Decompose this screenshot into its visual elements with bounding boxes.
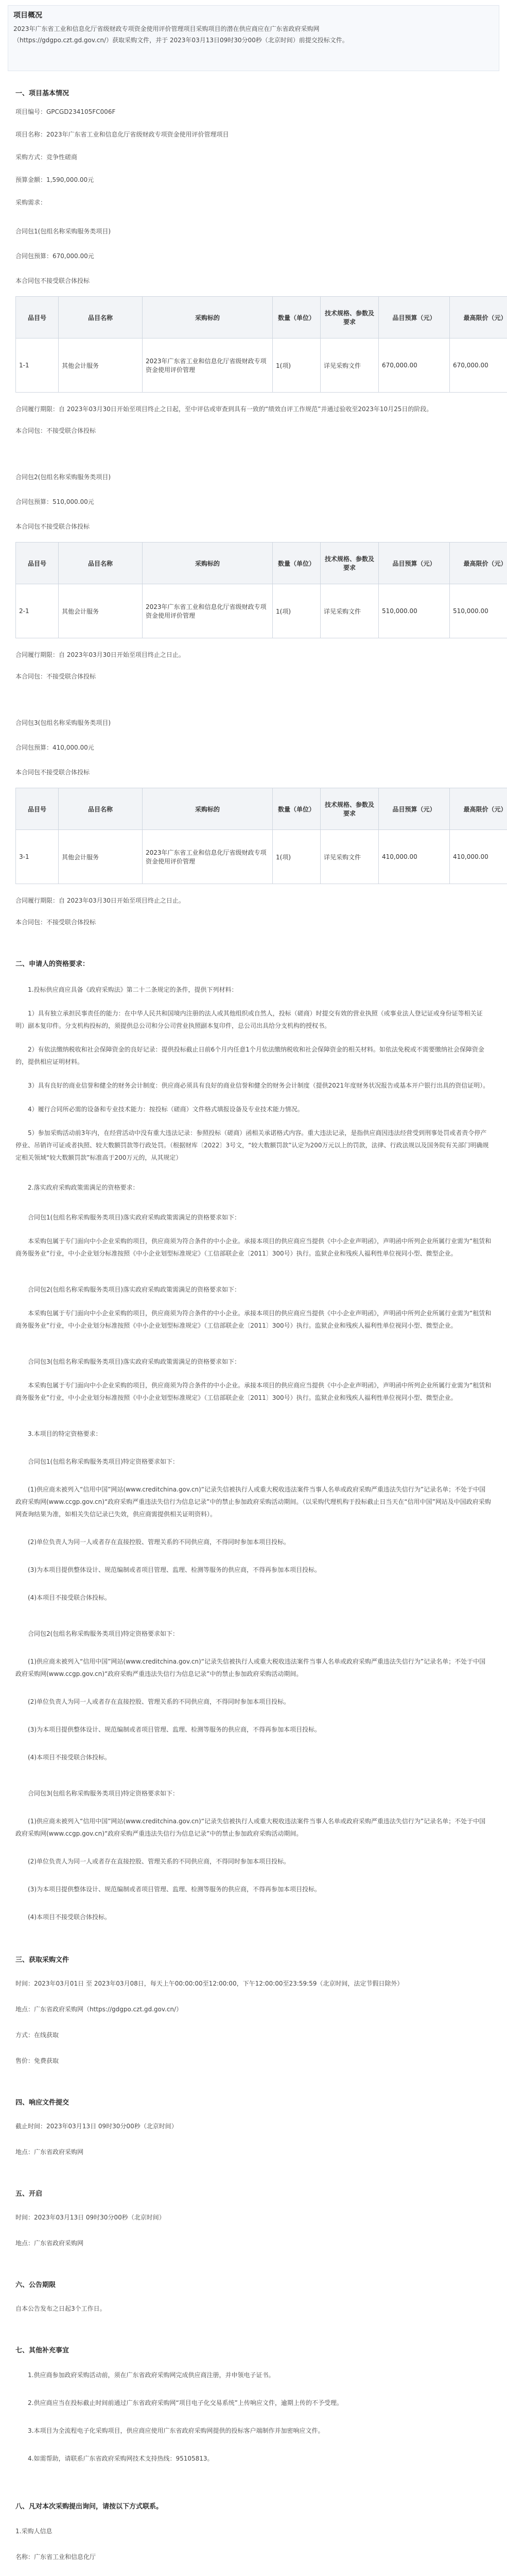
package-3-note2: 本合同包：不接受联合体投标 xyxy=(15,919,96,926)
project-number: 项目编号：GPCGD234105FC006F xyxy=(15,108,116,115)
package-2-note2: 本合同包：不接受联合体投标 xyxy=(15,673,96,680)
qualification-item: (4)本项目不接受联合体投标。 xyxy=(28,1594,111,1601)
qualification-item: (3)为本项目提供整体设计、规范编制或者项目管理、监理、检测等服务的供应商，不得再参加本项目投标。 xyxy=(28,1886,321,1893)
open-place: 地点：广东省政府采购网 xyxy=(15,2240,84,2247)
col-pkg-name: 品目名称 xyxy=(59,543,143,584)
qualification-item: 合同包2(包组名称采购服务类项目)特定资格要求如下： xyxy=(28,1630,179,1637)
open-time: 时间：2023年03月13日 09时30分00秒（北京时间） xyxy=(15,2214,165,2221)
obtain-time: 时间：2023年03月01日 至 2023年03月08日，每天上午00:00:00至12:00:00，下午12:00:00至23:59:59（北京时间，法定节假日除外） xyxy=(15,1980,404,1987)
col-max-price: 最高限价（元） xyxy=(450,297,507,338)
package-3-label: 合同包3(包组名称采购服务类项目) xyxy=(15,719,111,726)
notice-period: 自本公告发布之日起3个工作日。 xyxy=(15,2305,106,2312)
qualification-item: 4）履行合同所必需的设备和专业技术能力：按投标（磋商）文件格式填报设备及专业技术能力情况。 xyxy=(28,1106,304,1113)
cell-spec: 详见采购文件 xyxy=(321,338,379,393)
qualification-item: 2.落实政府采购政策需满足的资格要求： xyxy=(28,1184,139,1191)
package-3-note1: 合同履行期限：自 2023年03月30日开始至项目终止之日止。 xyxy=(15,897,185,904)
cell-qty: 1(项) xyxy=(273,584,321,638)
supplement-item: 4.如需帮助，请联系广东省政府采购网技术支持热线：95105813。 xyxy=(28,2455,214,2462)
section-5-title: 五、开启 xyxy=(15,2190,43,2198)
qualification-item: (2)单位负责人为同一人或者存在直接控股、管理关系的不同供应商，不得同时参加本项目投标。 xyxy=(28,1538,290,1546)
table-row xyxy=(16,830,507,884)
col-price-cap: 品目预算（元） xyxy=(379,297,450,338)
obtain-price: 售价：免费获取 xyxy=(15,2057,59,2064)
qualification-item: 合同包1(包组名称采购服务类项目)特定资格要求如下： xyxy=(28,1458,179,1465)
qualification-item: 本采购包属于专门面向中小企业采购的项目，供应商须为符合条件的中小企业。承接本项目的供应商应当提供《中小企业声明函》，声明函中所列企业所属行业需为“租赁和商务服务业”行业，中小企业划分标准按照《中小企业划型标准规定》（工信部联企业〔2011〕300号）执行。监狱企业和残疾人福利性单位视同小型、微型企业。 xyxy=(15,1382,492,1401)
col-content: 采购标的 xyxy=(143,297,273,338)
package-1-note2: 本合同包：不接受联合体投标 xyxy=(15,427,96,434)
package-2-budget: 合同包预算：510,000.00元 xyxy=(15,498,94,505)
package-3-max: 本合同包不接受联合体投标 xyxy=(15,769,90,776)
procurement-demand: 采购需求： xyxy=(15,199,47,206)
col-pkg-no: 品目号 xyxy=(16,788,59,830)
budget-amount: 预算金额：1,590,000.00元 xyxy=(15,176,94,183)
submit-deadline: 截止时间：2023年03月13日 09时30分00秒（北京时间） xyxy=(15,2123,178,2130)
qualification-item: (4)本项目不接受联合体投标。 xyxy=(28,1754,111,1761)
cell-pkg-name: 其他会计服务 xyxy=(59,830,143,884)
cell-content: 2023年广东省工业和信息化厅省级财政专项资金使用评价管理 xyxy=(143,584,273,638)
package-3-budget: 合同包预算：410,000.00元 xyxy=(15,744,94,751)
col-spec: 技术规格、参数及要求 xyxy=(321,788,379,830)
project-overview-box xyxy=(8,5,499,71)
package-1-table xyxy=(15,296,507,393)
cell-content: 2023年广东省工业和信息化厅省级财政专项资金使用评价管理 xyxy=(143,338,273,393)
qualification-item: 3）具有良好的商业信誉和健全的财务会计制度：供应商必须具有良好的商业信誉和健全的财务会计制度（提供2021年度财务状况报告或基本开户银行出具的资信证明）。 xyxy=(28,1082,489,1089)
cell-limit: 670,000.00 xyxy=(450,338,507,393)
package-1-budget: 合同包预算：670,000.00元 xyxy=(15,252,94,260)
qualification-item: 3.本项目的特定资格要求： xyxy=(28,1430,102,1437)
supplement-item: 3.本项目为全流程电子化采购项目，供应商应使用广东省政府采购网提供的投标客户端制作并加密响应文件。 xyxy=(28,2427,324,2434)
cell-qty: 1(项) xyxy=(273,338,321,393)
cell-price: 410,000.00 xyxy=(379,830,450,884)
qualification-item: 合同包1(包组名称采购服务类项目)落实政府采购政策需满足的资格要求如下： xyxy=(28,1214,241,1221)
package-2-note1: 合同履行期限：自 2023年03月30日开始至项目终止之日止。 xyxy=(15,651,185,658)
package-2-label: 合同包2(包组名称采购服务类项目) xyxy=(15,473,111,481)
procurement-method: 采购方式：竞争性磋商 xyxy=(15,154,78,161)
package-1-max: 本合同包不接受联合体投标 xyxy=(15,277,90,284)
package-3-table xyxy=(15,788,507,884)
cell-pkg-name: 其他会计服务 xyxy=(59,338,143,393)
qualification-item: 5）参加采购活动前3年内，在经营活动中没有重大违法记录：参照投标（磋商）函相关承诺格式内容。重大违法记录，是指供应商因违法经营受到刑事处罚或者责令停产停业、吊销许可证或者执照、较大数额罚款等行政处罚。（根据财库〔2022〕3号文，“较大数额罚款”认定为200万元以上的罚款，法律、行政法规以及国务院有关部门明确规定相关领域“较大数额罚款”标准高于200万元的，从其规定） xyxy=(15,1129,489,1161)
cell-content: 2023年广东省工业和信息化厅省级财政专项资金使用评价管理 xyxy=(143,830,273,884)
col-qty: 数量（单位） xyxy=(273,297,321,338)
package-1-label: 合同包1(包组名称采购服务类项目) xyxy=(15,228,111,235)
cell-price: 670,000.00 xyxy=(379,338,450,393)
qualification-item: (3)为本项目提供整体设计、规范编制或者项目管理、监理、检测等服务的供应商，不得再参加本项目投标。 xyxy=(28,1726,321,1733)
qualification-item: (2)单位负责人为同一人或者存在直接控股、管理关系的不同供应商，不得同时参加本项目投标。 xyxy=(28,1858,290,1865)
announcement-body xyxy=(15,88,507,2576)
overview-text-line2: （https://gdgpo.czt.gd.gov.cn/）获取采购文件，并于 2023年03月13日09时30分00秒（北京时间）前提交投标文件。 xyxy=(13,37,348,44)
overview-title: 项目概况 xyxy=(13,11,42,20)
section-7-title: 七、其他补充事宜 xyxy=(15,2347,69,2354)
section-2-title: 二、申请人的资格要求： xyxy=(15,960,90,968)
cell-pkg-no: 3-1 xyxy=(16,830,59,884)
supplement-item: 2.供应商应当在投标截止时间前通过广东省政府采购网“项目电子化交易系统”上传响应文件，逾期上传的不予受理。 xyxy=(28,2399,343,2406)
package-2-max: 本合同包不接受联合体投标 xyxy=(15,523,90,530)
cell-pkg-no: 2-1 xyxy=(16,584,59,638)
col-pkg-no: 品目号 xyxy=(16,543,59,584)
submit-place: 地点：广东省政府采购网 xyxy=(15,2148,84,2156)
col-price-cap: 品目预算（元） xyxy=(379,788,450,830)
qualification-item: (1)供应商未被列入“信用中国”网站(www.creditchina.gov.cn)“记录失信被执行人或重大税收违法案件当事人名单或政府采购严重违法失信行为”记录名单；不处于中国政府采购网(www.ccgp.gov.cn)“政府采购严重违法失信行为信息记录”中的禁止参加政府采购活动期间。 xyxy=(15,1658,486,1677)
col-spec: 技术规格、参数及要求 xyxy=(321,297,379,338)
qualification-item: 1.投标供应商应具备《政府采购法》第二十二条规定的条件，提供下列材料： xyxy=(28,986,238,993)
supplement-item: 1.供应商参加政府采购活动前，须在广东省政府采购网完成供应商注册，并申领电子证书。 xyxy=(28,2371,275,2379)
section-1-title: 一、项目基本情况 xyxy=(15,90,69,97)
cell-spec: 详见采购文件 xyxy=(321,830,379,884)
qualification-item: 本采购包属于专门面向中小企业采购的项目，供应商须为符合条件的中小企业。承接本项目的供应商应当提供《中小企业声明函》，声明函中所列企业所属行业需为“租赁和商务服务业”行业，中小企业划分标准按照《中小企业划型标准规定》（工信部联企业〔2011〕300号）执行。监狱企业和残疾人福利性单位视同小型、微型企业。 xyxy=(15,1310,492,1329)
cell-limit: 510,000.00 xyxy=(450,584,507,638)
col-max-price: 最高限价（元） xyxy=(450,543,507,584)
qualification-item: 1）具有独立承担民事责任的能力：在中华人民共和国境内注册的法人或其他组织或自然人，投标（磋商）时提交有效的营业执照（或事业法人登记证或身份证等相关证明）副本复印件。分支机构投标的，须提供总公司和分公司营业执照副本复印件，总公司出具给分支机构的授权书。 xyxy=(15,1010,483,1029)
col-qty: 数量（单位） xyxy=(273,543,321,584)
cell-limit: 410,000.00 xyxy=(450,830,507,884)
purchaser-title: 1.采购人信息 xyxy=(15,2528,53,2535)
cell-qty: 1(项) xyxy=(273,830,321,884)
obtain-method: 方式：在线获取 xyxy=(15,2031,59,2039)
qualification-list xyxy=(15,984,492,1923)
section-8-title: 八、凡对本次采购提出询问，请按以下方式联系。 xyxy=(15,2503,163,2511)
qualification-item: (3)为本项目提供整体设计、规范编制或者项目管理、监理、检测等服务的供应商，不得再参加本项目投标。 xyxy=(28,1566,321,1573)
qualification-item: 本采购包属于专门面向中小企业采购的项目，供应商须为符合条件的中小企业。承接本项目的供应商应当提供《中小企业声明函》，声明函中所列企业所属行业需为“租赁和商务服务业”行业，中小企业划分标准按照《中小企业划型标准规定》（工信部联企业〔2011〕300号）执行。监狱企业和残疾人福利性单位视同小型、微型企业。 xyxy=(15,1238,492,1257)
overview-text-line1: 2023年广东省工业和信息化厅省级财政专项资金使用评价管理项目采购项目的潜在供应商应在广东省政府采购网 xyxy=(13,25,320,32)
col-pkg-no: 品目号 xyxy=(16,297,59,338)
col-qty: 数量（单位） xyxy=(273,788,321,830)
qualification-item: 2）有依法缴纳税收和社会保障资金的良好记录：提供投标截止日前6个月内任意1个月依法缴纳税收和社会保障资金的相关材料。如依法免税或不需要缴纳社会保障资金的，提供相应证明材料。 xyxy=(15,1046,484,1065)
qualification-item: (1)供应商未被列入“信用中国”网站(www.creditchina.gov.cn)“记录失信被执行人或重大税收违法案件当事人名单或政府采购严重违法失信行为”记录名单；不处于中国政府采购网(www.ccgp.gov.cn)“政府采购严重违法失信行为信息记录”中的禁止参加政府采购活动期间。（以采购代理机构于投标截止日当天在“信用中国”网站及中国政府采购网查询结果为准，如相关失信记录已失效，供应商需提供相关证明资料）。 xyxy=(15,1486,491,1518)
col-price-cap: 品目预算（元） xyxy=(379,543,450,584)
package-2-table xyxy=(15,542,507,638)
col-pkg-name: 品目名称 xyxy=(59,788,143,830)
col-content: 采购标的 xyxy=(143,543,273,584)
qualification-item: (2)单位负责人为同一人或者存在直接控股、管理关系的不同供应商，不得同时参加本项目投标。 xyxy=(28,1698,290,1705)
section-3-title: 三、获取采购文件 xyxy=(15,1956,69,1964)
package-1-note1: 合同履行期限：自 2023年03月30日开始至项目终止之日起，至中评估或审查到具有一致的“绩效自评工作规范”并通过验收至2023年10月25日的阶段。 xyxy=(15,405,433,413)
project-name: 项目名称：2023年广东省工业和信息化厅省级财政专项资金使用评价管理项目 xyxy=(15,131,229,138)
cell-spec: 详见采购文件 xyxy=(321,584,379,638)
section-6-title: 六、公告期限 xyxy=(15,2281,56,2289)
qualification-item: 合同包3(包组名称采购服务类项目)落实政府采购政策需满足的资格要求如下： xyxy=(28,1358,241,1365)
col-max-price: 最高限价（元） xyxy=(450,788,507,830)
qualification-item: 合同包3(包组名称采购服务类项目)特定资格要求如下： xyxy=(28,1790,179,1797)
cell-pkg-no: 1-1 xyxy=(16,338,59,393)
col-spec: 技术规格、参数及要求 xyxy=(321,543,379,584)
cell-pkg-name: 其他会计服务 xyxy=(59,584,143,638)
col-content: 采购标的 xyxy=(143,788,273,830)
qualification-item: 合同包2(包组名称采购服务类项目)落实政府采购政策需满足的资格要求如下： xyxy=(28,1286,241,1293)
qualification-item: (4)本项目不接受联合体投标。 xyxy=(28,1913,111,1921)
table-row xyxy=(16,338,507,393)
purchaser-name: 名称：广东省工业和信息化厅 xyxy=(15,2553,96,2561)
col-pkg-name: 品目名称 xyxy=(59,297,143,338)
cell-price: 510,000.00 xyxy=(379,584,450,638)
obtain-place: 地点：广东省政府采购网（https://gdgpo.czt.gd.gov.cn/） xyxy=(15,2006,183,2013)
qualification-item: (1)供应商未被列入“信用中国”网站(www.creditchina.gov.cn)“记录失信被执行人或重大税收违法案件当事人名单或政府采购严重违法失信行为”记录名单；不处于中国政府采购网(www.ccgp.gov.cn)“政府采购严重违法失信行为信息记录”中的禁止参加政府采购活动期间。 xyxy=(15,1818,486,1837)
section-4-title: 四、响应文件提交 xyxy=(15,2099,69,2107)
table-row xyxy=(16,584,507,638)
